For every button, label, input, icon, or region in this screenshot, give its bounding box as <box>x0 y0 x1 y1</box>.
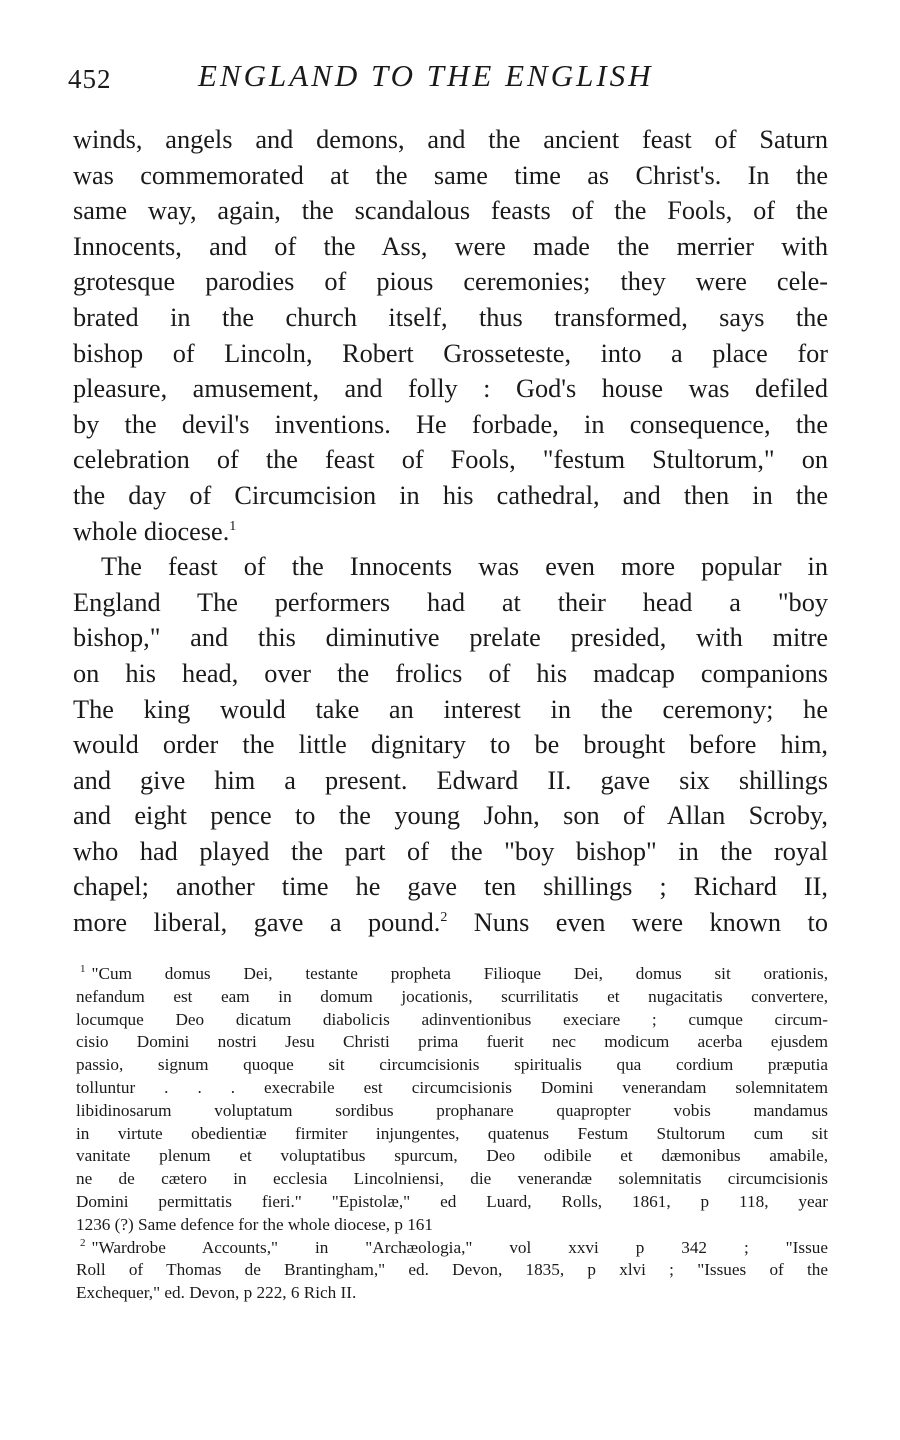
text-line: bishop of Lincoln, Robert Grosseteste, into a place for <box>73 338 828 368</box>
text-line: the day of Circumcision in his cathedral, and then in the <box>73 480 828 510</box>
text-line: same way, again, the scandalous feasts of the Fools, of the <box>73 196 828 226</box>
footnote-line: vanitate plenum et voluptatibus spurcum, Deo odibile et dæmonibus amabile, <box>76 1146 828 1166</box>
text-line: by the devil's inventions. He forbade, in consequence, the <box>73 409 828 439</box>
footnote-line: Roll of Thomas de Brantingham," ed. Devon, 1835, p xlvi ; "Issues of the <box>76 1260 828 1280</box>
footnote-line: Exchequer," ed. Devon, p 222, 6 Rich II. <box>76 1283 357 1303</box>
running-title: ENGLAND TO THE ENGLISH <box>198 58 654 93</box>
text-line: pleasure, amusement, and folly : God's house was defiled <box>73 374 828 404</box>
text-line: chapel; another time he gave ten shillings ; Richard II, <box>73 872 828 902</box>
paragraph-2 <box>73 549 828 941</box>
line-text: "Cum domus Dei, testante propheta Filioque Dei, domus sit orationis, <box>91 964 828 983</box>
footnote-line: passio, signum quoque sit circumcisionis spiritualis qua cordium præputia <box>76 1055 828 1075</box>
text-line: brated in the church itself, thus transformed, says the <box>73 302 828 332</box>
footnote-line: libidinosarum voluptatum sordibus prophanare quapropter vobis mandamus <box>76 1100 828 1120</box>
text-line: on his head, over the frolics of his madcap companions <box>73 658 828 688</box>
footnote-ref-2[interactable]: 2 <box>440 910 448 926</box>
text-line: The feast of the Innocents was even more popular in <box>101 552 828 582</box>
line-text: Nuns even were known to <box>473 908 828 938</box>
footnote-2 <box>76 1237 828 1305</box>
footnote-ref-1[interactable]: 1 <box>229 518 237 534</box>
footnote-line: 1236 (?) Same defence for the whole diocese, p 161 <box>76 1214 433 1234</box>
text-line: was commemorated at the same time as Christ's. In the <box>73 160 828 190</box>
text-line: Innocents, and of the Ass, were made the merrier with <box>73 231 828 261</box>
footnote-line <box>76 1237 828 1260</box>
footnote-mark: 2 <box>80 1236 86 1249</box>
footnote-line <box>76 963 828 986</box>
footnote-line: locumque Deo dicatum diabolicis adinventionibus execiare ; cumque circum- <box>76 1009 828 1029</box>
page-header <box>68 58 828 98</box>
line-text: whole diocese. <box>73 516 230 546</box>
text-line: would order the little dignitary to be brought before him, <box>73 730 828 760</box>
footnote-line: cisio Domini nostri Jesu Christi prima fuerit nec modicum acerba ejusdem <box>76 1032 828 1052</box>
text-line: and give him a present. Edward II. gave six shillings <box>73 765 828 795</box>
text-line: England The performers had at their head a "boy <box>73 587 828 617</box>
footnote-line: nefandum est eam in domum jocationis, scurrilitatis et nugacitatis convertere, <box>76 986 828 1006</box>
text-line: The king would take an interest in the ceremony; he <box>73 694 828 724</box>
paragraph-1 <box>73 122 828 549</box>
footnotes <box>76 963 828 1305</box>
text-line: grotesque parodies of pious ceremonies; they were cele- <box>73 267 828 297</box>
footnote-mark: 1 <box>80 963 86 976</box>
text-line: who had played the part of the "boy bishop" in the royal <box>73 836 828 866</box>
main-text <box>73 122 828 941</box>
text-line: and eight pence to the young John, son of Allan Scroby, <box>73 801 828 831</box>
text-line: celebration of the feast of Fools, "festum Stultorum," on <box>73 445 828 475</box>
line-text: more liberal, gave a pound. <box>73 908 441 938</box>
footnote-line: in virtute obedientiæ firmiter injungentes, quatenus Festum Stultorum cum sit <box>76 1123 828 1143</box>
footnote-line: ne de cætero in ecclesia Lincolniensi, die venerandæ solemnitatis circumcisionis <box>76 1169 828 1189</box>
text-line: bishop," and this diminutive prelate presided, with mitre <box>73 623 828 653</box>
page-number: 452 <box>68 64 112 94</box>
footnote-1 <box>76 963 828 1237</box>
footnote-line: Domini permittatis fieri." "Epistolæ," ed Luard, Rolls, 1861, p 118, year <box>76 1191 828 1211</box>
text-line: winds, angels and demons, and the ancient feast of Saturn <box>73 125 828 154</box>
text-line <box>73 514 828 550</box>
text-line <box>73 905 828 941</box>
footnote-line: tolluntur . . . execrabile est circumcisionis Domini venerandam solemnitatem <box>76 1077 828 1097</box>
line-text: "Wardrobe Accounts," in "Archæologia," vol xxvi p 342 ; "Issue <box>91 1237 828 1257</box>
